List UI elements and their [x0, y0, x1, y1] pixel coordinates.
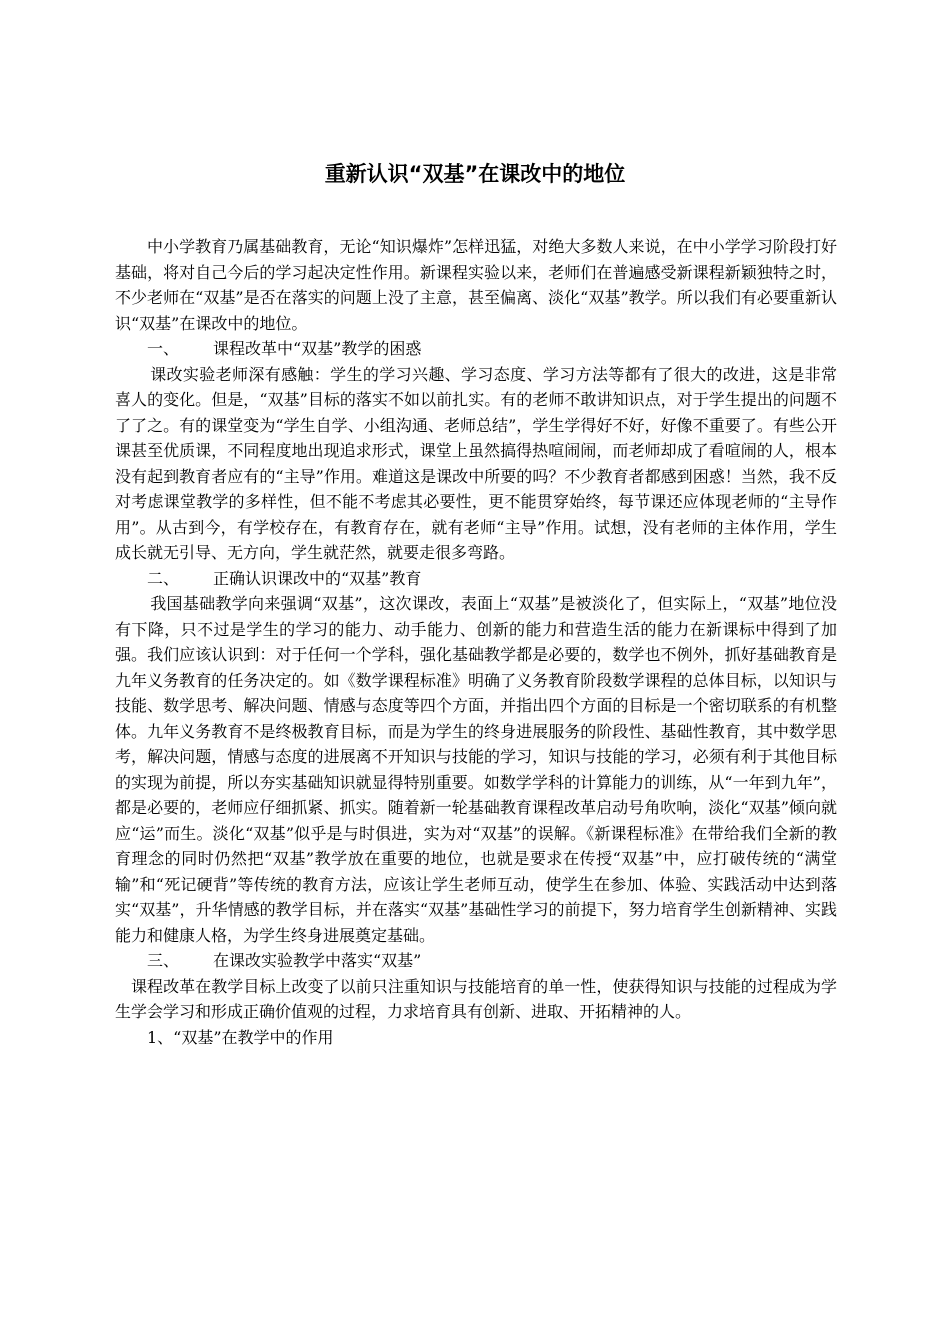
section-1-paragraph: 课改实验老师深有感触：学生的学习兴趣、学习态度、学习方法等都有了很大的改进，这是非常喜人的变化。但是，“双基”目标的落实不如以前扎实。有的老师不敢讲知识点，对于学生提出的问题不了了之。有的课堂变为“学生自学、小组沟通、老师总结”，学生学得好不好，好像不重要了。有些公开课甚至优质课，不同程度地出现追求形式，课堂上虽然搞得热喧闹闹，而老师却成了看喧闹的人，根本没有起到教育者应有的“主导”作用。难道这是课改中所要的吗？不少教育者都感到困惑！当然，我不反对考虑课堂教学的多样性，但不能不考虑其必要性，更不能贯穿始终，每节课还应体现老师的“主导作用”。从古到今，有学校存在，有教育存在，就有老师“主导”作用。试想，没有老师的主体作用，学生成长就无引导、无方向，学生就茫然，就要走很多弯路。 [115, 364, 837, 562]
section-3-title: 在课改实验教学中落实“双基” [213, 951, 422, 970]
subsection-1-heading: 1、“双基”在教学中的作用 [147, 1027, 334, 1047]
section-2-title: 正确认识课改中的“双基”教育 [213, 568, 422, 588]
section-2-heading [115, 566, 837, 592]
section-1-title: 课程改革中“双基”教学的困惑 [213, 339, 422, 358]
section-3-paragraph: 课程改革在教学目标上改变了以前只注重知识与技能培育的单一性，使获得知识与技能的过程成为学生学会学习和形成正确价值观的过程，力求培育具有创新、进取、开拓精神的人。 [115, 976, 837, 1021]
intro-paragraph: 中小学教育乃属基础教育，无论“知识爆炸”怎样迅猛，对绝大多数人来说，在中小学学习阶段打好基础，将对自己今后的学习起决定性作用。新课程实验以来，老师们在普遍感受新课程新颖独特之时，不少老师在“双基”是否在落实的问题上没了主意，甚至偏离、淡化“双基”教学。所以我们有必要重新认识“双基”在课改中的地位。 [115, 237, 837, 333]
section-3-number: 三、 [147, 951, 180, 970]
section-1-heading [115, 336, 837, 362]
document-body [115, 234, 837, 1050]
section-2-number: 二、 [147, 568, 180, 588]
section-2-paragraph: 我国基础教学向来强调“双基”，这次课改，表面上“双基”是被淡化了，但实际上，“双基”地位没有下降，只不过是学生的学习的能力、动手能力、创新的能力和营造生活的能力在新课标中得到了加强。我们应该认识到：对于任何一个学科，强化基础教学都是必要的，数学也不例外，抓好基础教育是九年义务教育的任务决定的。如《数学课程标准》明确了义务教育阶段数学课程的总体目标，以知识与技能、数学思考、解决问题、情感与态度等四个方面，并指出四个方面的目标是一个密切联系的有机整体。九年义务教育不是终极教育目标，而是为学生的终身进展服务的阶段性、基础性教育，其中数学思考，解决问题，情感与态度的进展离不开知识与技能的学习，知识与技能的学习，必须有利于其他目标的实现为前提，所以夯实基础知识就显得特别重要。如数学学科的计算能力的训练，从“一年到九年”，都是必要的，老师应仔细抓紧、抓实。随着新一轮基础教育课程改革启动号角吹响，淡化“双基”倾向就应“运”而生。淡化“双基”似乎是与时俱进，实为对“双基”的误解。《新课程标准》在带给我们全新的教育理念的同时仍然把“双基”教学放在重要的地位，也就是要求在传授“双基”中，应打破传统的“满堂输”和“死记硬背”等传统的教育方法，应该让学生老师互动，使学生在参加、体验、实践活动中达到落实“双基”，升华情感的教学目标，并在落实“双基”基础性学习的前提下，努力培育学生创新精神、实践能力和健康人格，为学生终身进展奠定基础。 [115, 594, 837, 945]
section-3-heading [115, 948, 837, 974]
section-1-number: 一、 [147, 339, 180, 358]
document-title: 重新认识“双基”在课改中的地位 [324, 162, 626, 186]
